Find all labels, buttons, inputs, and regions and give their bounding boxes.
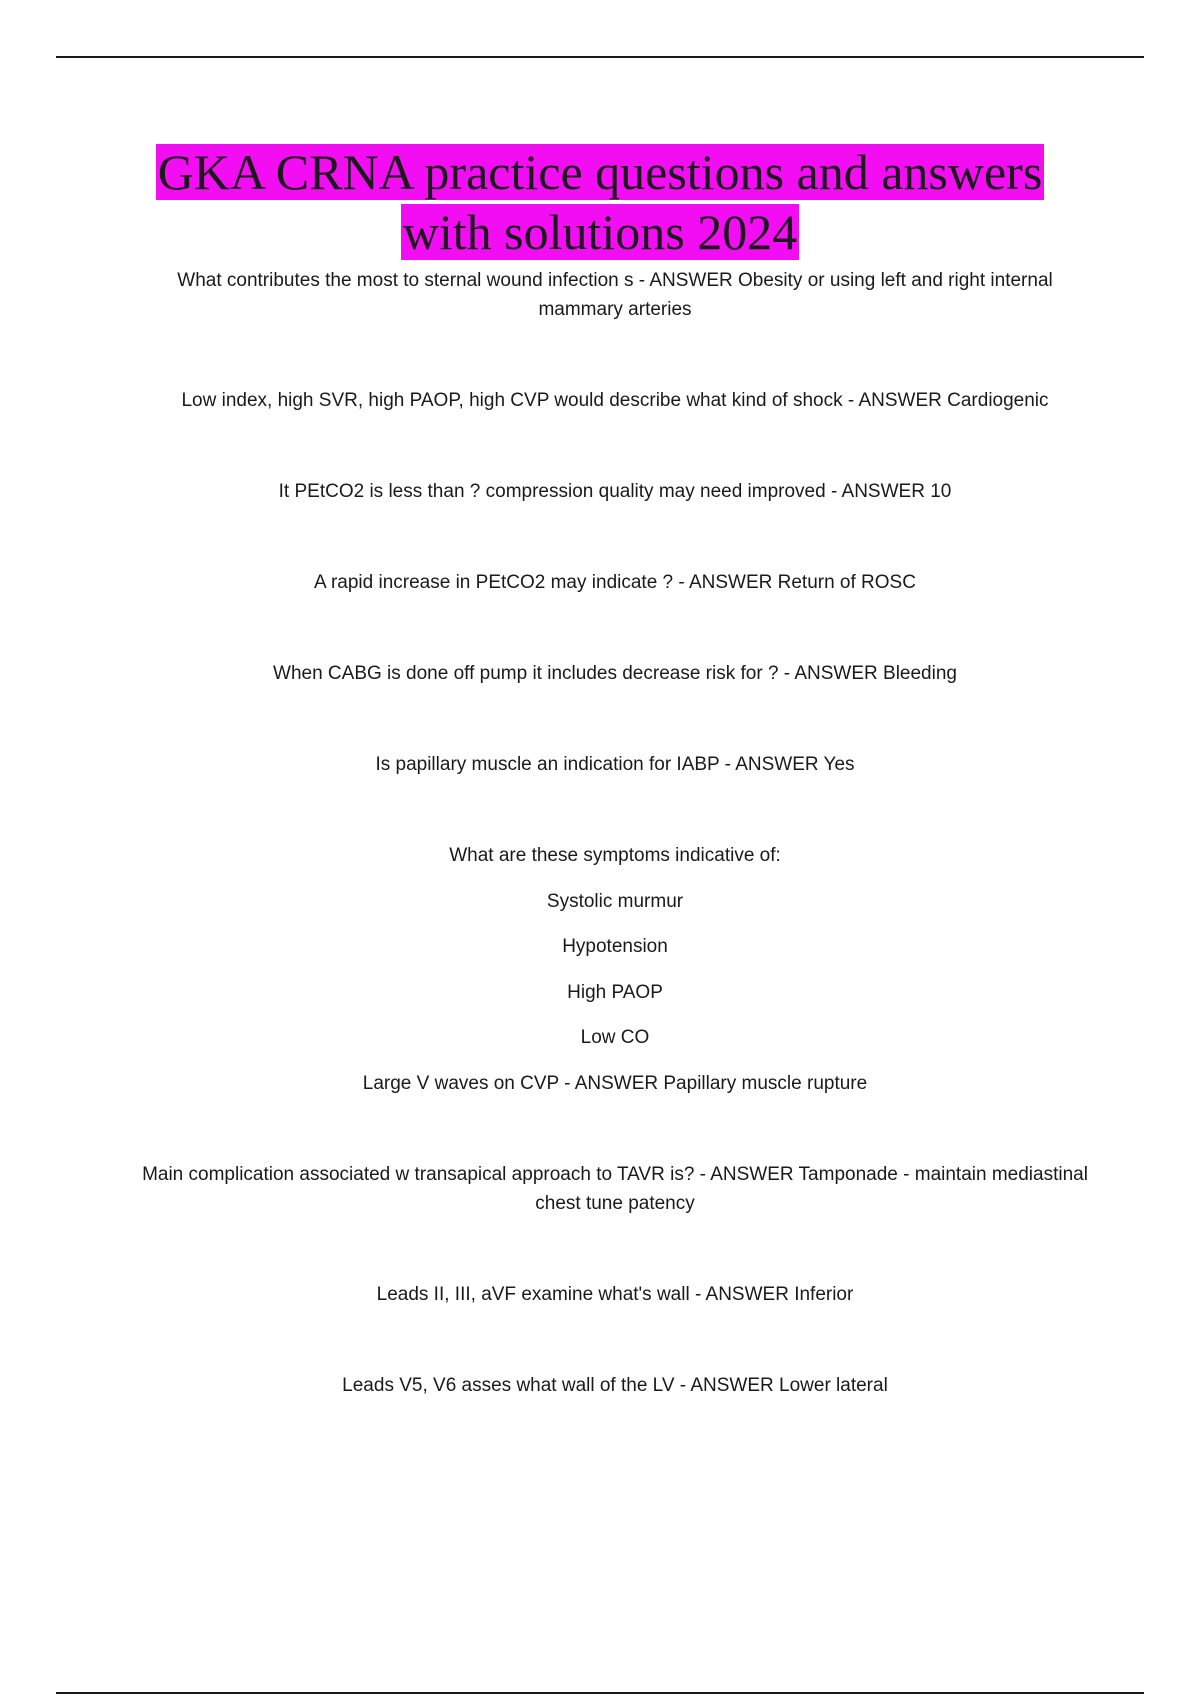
symptom-item: High PAOP	[567, 982, 663, 1003]
qa-item-6: Is papillary muscle an indication for IABP - ANSWER Yes	[375, 754, 855, 775]
qa-item-1: What contributes the most to sternal wound infection s - ANSWER Obesity or using left and right internal mammary arteries	[177, 270, 1053, 320]
qa-item-2: Low index, high SVR, high PAOP, high CVP would describe what kind of shock - ANSWER Cardiogenic	[181, 390, 1049, 411]
symptom-item: Hypotension	[562, 936, 668, 957]
title-line-2: with solutions 2024	[402, 204, 798, 260]
top-rule	[56, 56, 1144, 58]
qa-item-5: When CABG is done off pump it includes decrease risk for ? - ANSWER Bleeding	[273, 663, 957, 684]
qa-item-9: Leads V5, V6 asses what wall of the LV - ANSWER Lower lateral	[342, 1375, 888, 1396]
bottom-rule	[56, 1692, 1144, 1694]
qa-item-8: Leads II, III, aVF examine what's wall - ANSWER Inferior	[376, 1284, 854, 1305]
symptoms-answer: Large V waves on CVP - ANSWER Papillary muscle rupture	[362, 1073, 868, 1094]
document-title	[150, 142, 1050, 262]
symptom-item: Low CO	[580, 1027, 650, 1048]
qa-item-3: It PEtCO2 is less than ? compression quality may need improved - ANSWER 10	[278, 481, 952, 502]
symptoms-question: What are these symptoms indicative of:	[449, 845, 781, 866]
qa-item-4: A rapid increase in PEtCO2 may indicate ? - ANSWER Return of ROSC	[314, 572, 916, 593]
qa-item-7: Main complication associated w transapical approach to TAVR is? - ANSWER Tamponade - maintain mediastinal chest tune patency	[142, 1164, 1088, 1214]
title-line-1: GKA CRNA practice questions and answers	[157, 144, 1043, 200]
symptom-item: Systolic murmur	[546, 891, 684, 912]
